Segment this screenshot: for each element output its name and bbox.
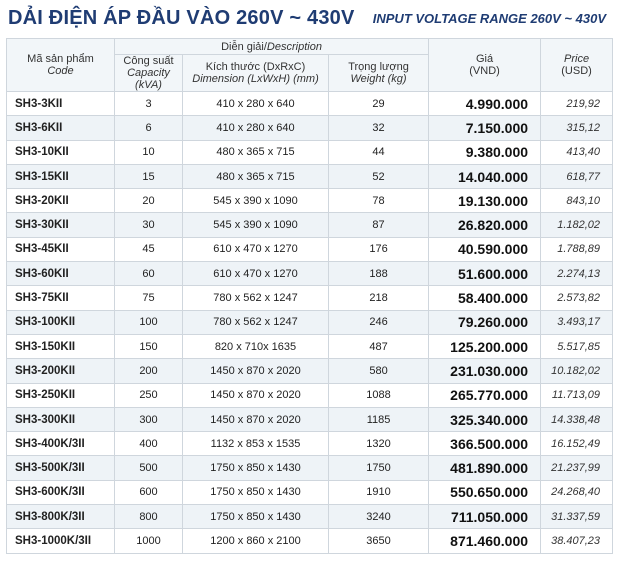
cell-code: SH3-250KII bbox=[7, 383, 115, 407]
cell-dimension: 610 x 470 x 1270 bbox=[183, 262, 329, 286]
cell-price-usd: 843,10 bbox=[541, 189, 613, 213]
cell-price-vnd: 51.600.000 bbox=[429, 262, 541, 286]
cell-code: SH3-600K/3II bbox=[7, 480, 115, 504]
cell-price-vnd: 711.050.000 bbox=[429, 505, 541, 529]
cell-dimension: 1132 x 853 x 1535 bbox=[183, 432, 329, 456]
cell-dimension: 480 x 365 x 715 bbox=[183, 140, 329, 164]
cell-dimension: 780 x 562 x 1247 bbox=[183, 286, 329, 310]
table-row bbox=[7, 383, 613, 407]
cell-capacity: 60 bbox=[115, 262, 183, 286]
cell-price-usd: 2.274,13 bbox=[541, 262, 613, 286]
cell-dimension: 1750 x 850 x 1430 bbox=[183, 480, 329, 504]
table-row bbox=[7, 237, 613, 261]
cell-weight: 1750 bbox=[329, 456, 429, 480]
cell-price-usd: 21.237,99 bbox=[541, 456, 613, 480]
cell-capacity: 100 bbox=[115, 310, 183, 334]
cell-weight: 176 bbox=[329, 237, 429, 261]
cell-dimension: 1750 x 850 x 1430 bbox=[183, 456, 329, 480]
cell-price-vnd: 19.130.000 bbox=[429, 189, 541, 213]
column-header-capacity: Công suất Capacity (kVA) bbox=[115, 55, 183, 92]
cell-code: SH3-60KII bbox=[7, 262, 115, 286]
cell-weight: 87 bbox=[329, 213, 429, 237]
cell-code: SH3-30KII bbox=[7, 213, 115, 237]
column-header-dimension: Kích thước (DxRxC) Dimension (LxWxH) (mm) bbox=[183, 55, 329, 92]
column-header-price-vnd: Giá (VND) bbox=[429, 39, 541, 92]
table-row bbox=[7, 262, 613, 286]
cell-weight: 78 bbox=[329, 189, 429, 213]
cell-price-usd: 31.337,59 bbox=[541, 505, 613, 529]
cell-code: SH3-150KII bbox=[7, 334, 115, 358]
cell-price-usd: 219,92 bbox=[541, 92, 613, 116]
cell-code: SH3-45KII bbox=[7, 237, 115, 261]
cell-price-vnd: 366.500.000 bbox=[429, 432, 541, 456]
cell-price-usd: 5.517,85 bbox=[541, 334, 613, 358]
cell-code: SH3-15KII bbox=[7, 164, 115, 188]
cell-code: SH3-300KII bbox=[7, 407, 115, 431]
cell-price-usd: 315,12 bbox=[541, 116, 613, 140]
cell-dimension: 1750 x 850 x 1430 bbox=[183, 505, 329, 529]
cell-code: SH3-400K/3II bbox=[7, 432, 115, 456]
cell-weight: 44 bbox=[329, 140, 429, 164]
cell-price-usd: 10.182,02 bbox=[541, 359, 613, 383]
table-row bbox=[7, 359, 613, 383]
cell-price-usd: 1.182,02 bbox=[541, 213, 613, 237]
cell-price-vnd: 58.400.000 bbox=[429, 286, 541, 310]
table-row bbox=[7, 480, 613, 504]
cell-code: SH3-100KII bbox=[7, 310, 115, 334]
cell-weight: 487 bbox=[329, 334, 429, 358]
table-row bbox=[7, 432, 613, 456]
cell-dimension: 545 x 390 x 1090 bbox=[183, 189, 329, 213]
table-row bbox=[7, 116, 613, 140]
table-row bbox=[7, 310, 613, 334]
table-row bbox=[7, 456, 613, 480]
cell-dimension: 480 x 365 x 715 bbox=[183, 164, 329, 188]
cell-capacity: 800 bbox=[115, 505, 183, 529]
cell-price-vnd: 265.770.000 bbox=[429, 383, 541, 407]
cell-dimension: 1450 x 870 x 2020 bbox=[183, 383, 329, 407]
cell-code: SH3-200KII bbox=[7, 359, 115, 383]
cell-capacity: 500 bbox=[115, 456, 183, 480]
cell-capacity: 20 bbox=[115, 189, 183, 213]
table-row bbox=[7, 529, 613, 553]
cell-dimension: 1450 x 870 x 2020 bbox=[183, 359, 329, 383]
table-row bbox=[7, 189, 613, 213]
cell-weight: 3650 bbox=[329, 529, 429, 553]
cell-capacity: 600 bbox=[115, 480, 183, 504]
cell-capacity: 1000 bbox=[115, 529, 183, 553]
cell-weight: 32 bbox=[329, 116, 429, 140]
cell-price-usd: 38.407,23 bbox=[541, 529, 613, 553]
cell-price-vnd: 481.890.000 bbox=[429, 456, 541, 480]
table-row bbox=[7, 334, 613, 358]
cell-price-usd: 16.152,49 bbox=[541, 432, 613, 456]
table-row bbox=[7, 164, 613, 188]
cell-price-vnd: 40.590.000 bbox=[429, 237, 541, 261]
cell-price-vnd: 550.650.000 bbox=[429, 480, 541, 504]
cell-dimension: 1450 x 870 x 2020 bbox=[183, 407, 329, 431]
cell-price-usd: 24.268,40 bbox=[541, 480, 613, 504]
price-table bbox=[6, 38, 613, 554]
cell-weight: 29 bbox=[329, 92, 429, 116]
cell-weight: 1185 bbox=[329, 407, 429, 431]
cell-price-vnd: 4.990.000 bbox=[429, 92, 541, 116]
cell-price-vnd: 125.200.000 bbox=[429, 334, 541, 358]
cell-dimension: 410 x 280 x 640 bbox=[183, 92, 329, 116]
cell-code: SH3-75KII bbox=[7, 286, 115, 310]
cell-dimension: 1200 x 860 x 2100 bbox=[183, 529, 329, 553]
cell-weight: 52 bbox=[329, 164, 429, 188]
cell-capacity: 400 bbox=[115, 432, 183, 456]
cell-weight: 3240 bbox=[329, 505, 429, 529]
cell-price-vnd: 325.340.000 bbox=[429, 407, 541, 431]
cell-weight: 218 bbox=[329, 286, 429, 310]
table-row bbox=[7, 213, 613, 237]
cell-weight: 1088 bbox=[329, 383, 429, 407]
column-header-price-usd: Price (USD) bbox=[541, 39, 613, 92]
cell-price-usd: 1.788,89 bbox=[541, 237, 613, 261]
cell-capacity: 3 bbox=[115, 92, 183, 116]
cell-code: SH3-20KII bbox=[7, 189, 115, 213]
cell-capacity: 200 bbox=[115, 359, 183, 383]
cell-capacity: 6 bbox=[115, 116, 183, 140]
cell-price-usd: 618,77 bbox=[541, 164, 613, 188]
cell-price-vnd: 231.030.000 bbox=[429, 359, 541, 383]
cell-capacity: 45 bbox=[115, 237, 183, 261]
cell-capacity: 250 bbox=[115, 383, 183, 407]
table-row bbox=[7, 505, 613, 529]
cell-weight: 1320 bbox=[329, 432, 429, 456]
cell-capacity: 10 bbox=[115, 140, 183, 164]
table-row bbox=[7, 140, 613, 164]
cell-dimension: 820 x 710x 1635 bbox=[183, 334, 329, 358]
cell-dimension: 545 x 390 x 1090 bbox=[183, 213, 329, 237]
table-row bbox=[7, 286, 613, 310]
column-header-weight: Trọng lượng Weight (kg) bbox=[329, 55, 429, 92]
cell-capacity: 15 bbox=[115, 164, 183, 188]
cell-price-usd: 14.338,48 bbox=[541, 407, 613, 431]
cell-price-vnd: 9.380.000 bbox=[429, 140, 541, 164]
page-header bbox=[0, 0, 618, 36]
cell-price-vnd: 7.150.000 bbox=[429, 116, 541, 140]
cell-price-vnd: 26.820.000 bbox=[429, 213, 541, 237]
cell-code: SH3-500K/3II bbox=[7, 456, 115, 480]
table-row bbox=[7, 92, 613, 116]
column-header-code: Mã sản phẩm Code bbox=[7, 39, 115, 92]
cell-code: SH3-800K/3II bbox=[7, 505, 115, 529]
cell-code: SH3-3KII bbox=[7, 92, 115, 116]
cell-price-vnd: 79.260.000 bbox=[429, 310, 541, 334]
cell-weight: 246 bbox=[329, 310, 429, 334]
cell-capacity: 300 bbox=[115, 407, 183, 431]
page-title: DẢI ĐIỆN ÁP ĐẦU VÀO 260V ~ 430V bbox=[8, 7, 355, 29]
cell-capacity: 150 bbox=[115, 334, 183, 358]
cell-weight: 580 bbox=[329, 359, 429, 383]
cell-weight: 1910 bbox=[329, 480, 429, 504]
cell-price-vnd: 14.040.000 bbox=[429, 164, 541, 188]
cell-price-usd: 11.713,09 bbox=[541, 383, 613, 407]
cell-dimension: 410 x 280 x 640 bbox=[183, 116, 329, 140]
cell-capacity: 30 bbox=[115, 213, 183, 237]
cell-code: SH3-10KII bbox=[7, 140, 115, 164]
cell-price-usd: 2.573,82 bbox=[541, 286, 613, 310]
page-subtitle: INPUT VOLTAGE RANGE 260V ~ 430V bbox=[372, 11, 606, 26]
cell-price-vnd: 871.460.000 bbox=[429, 529, 541, 553]
cell-dimension: 780 x 562 x 1247 bbox=[183, 310, 329, 334]
cell-code: SH3-6KII bbox=[7, 116, 115, 140]
table-row bbox=[7, 407, 613, 431]
column-header-description: Diễn giải/Description bbox=[115, 39, 429, 55]
cell-price-usd: 413,40 bbox=[541, 140, 613, 164]
cell-weight: 188 bbox=[329, 262, 429, 286]
cell-code: SH3-1000K/3II bbox=[7, 529, 115, 553]
cell-capacity: 75 bbox=[115, 286, 183, 310]
cell-dimension: 610 x 470 x 1270 bbox=[183, 237, 329, 261]
cell-price-usd: 3.493,17 bbox=[541, 310, 613, 334]
